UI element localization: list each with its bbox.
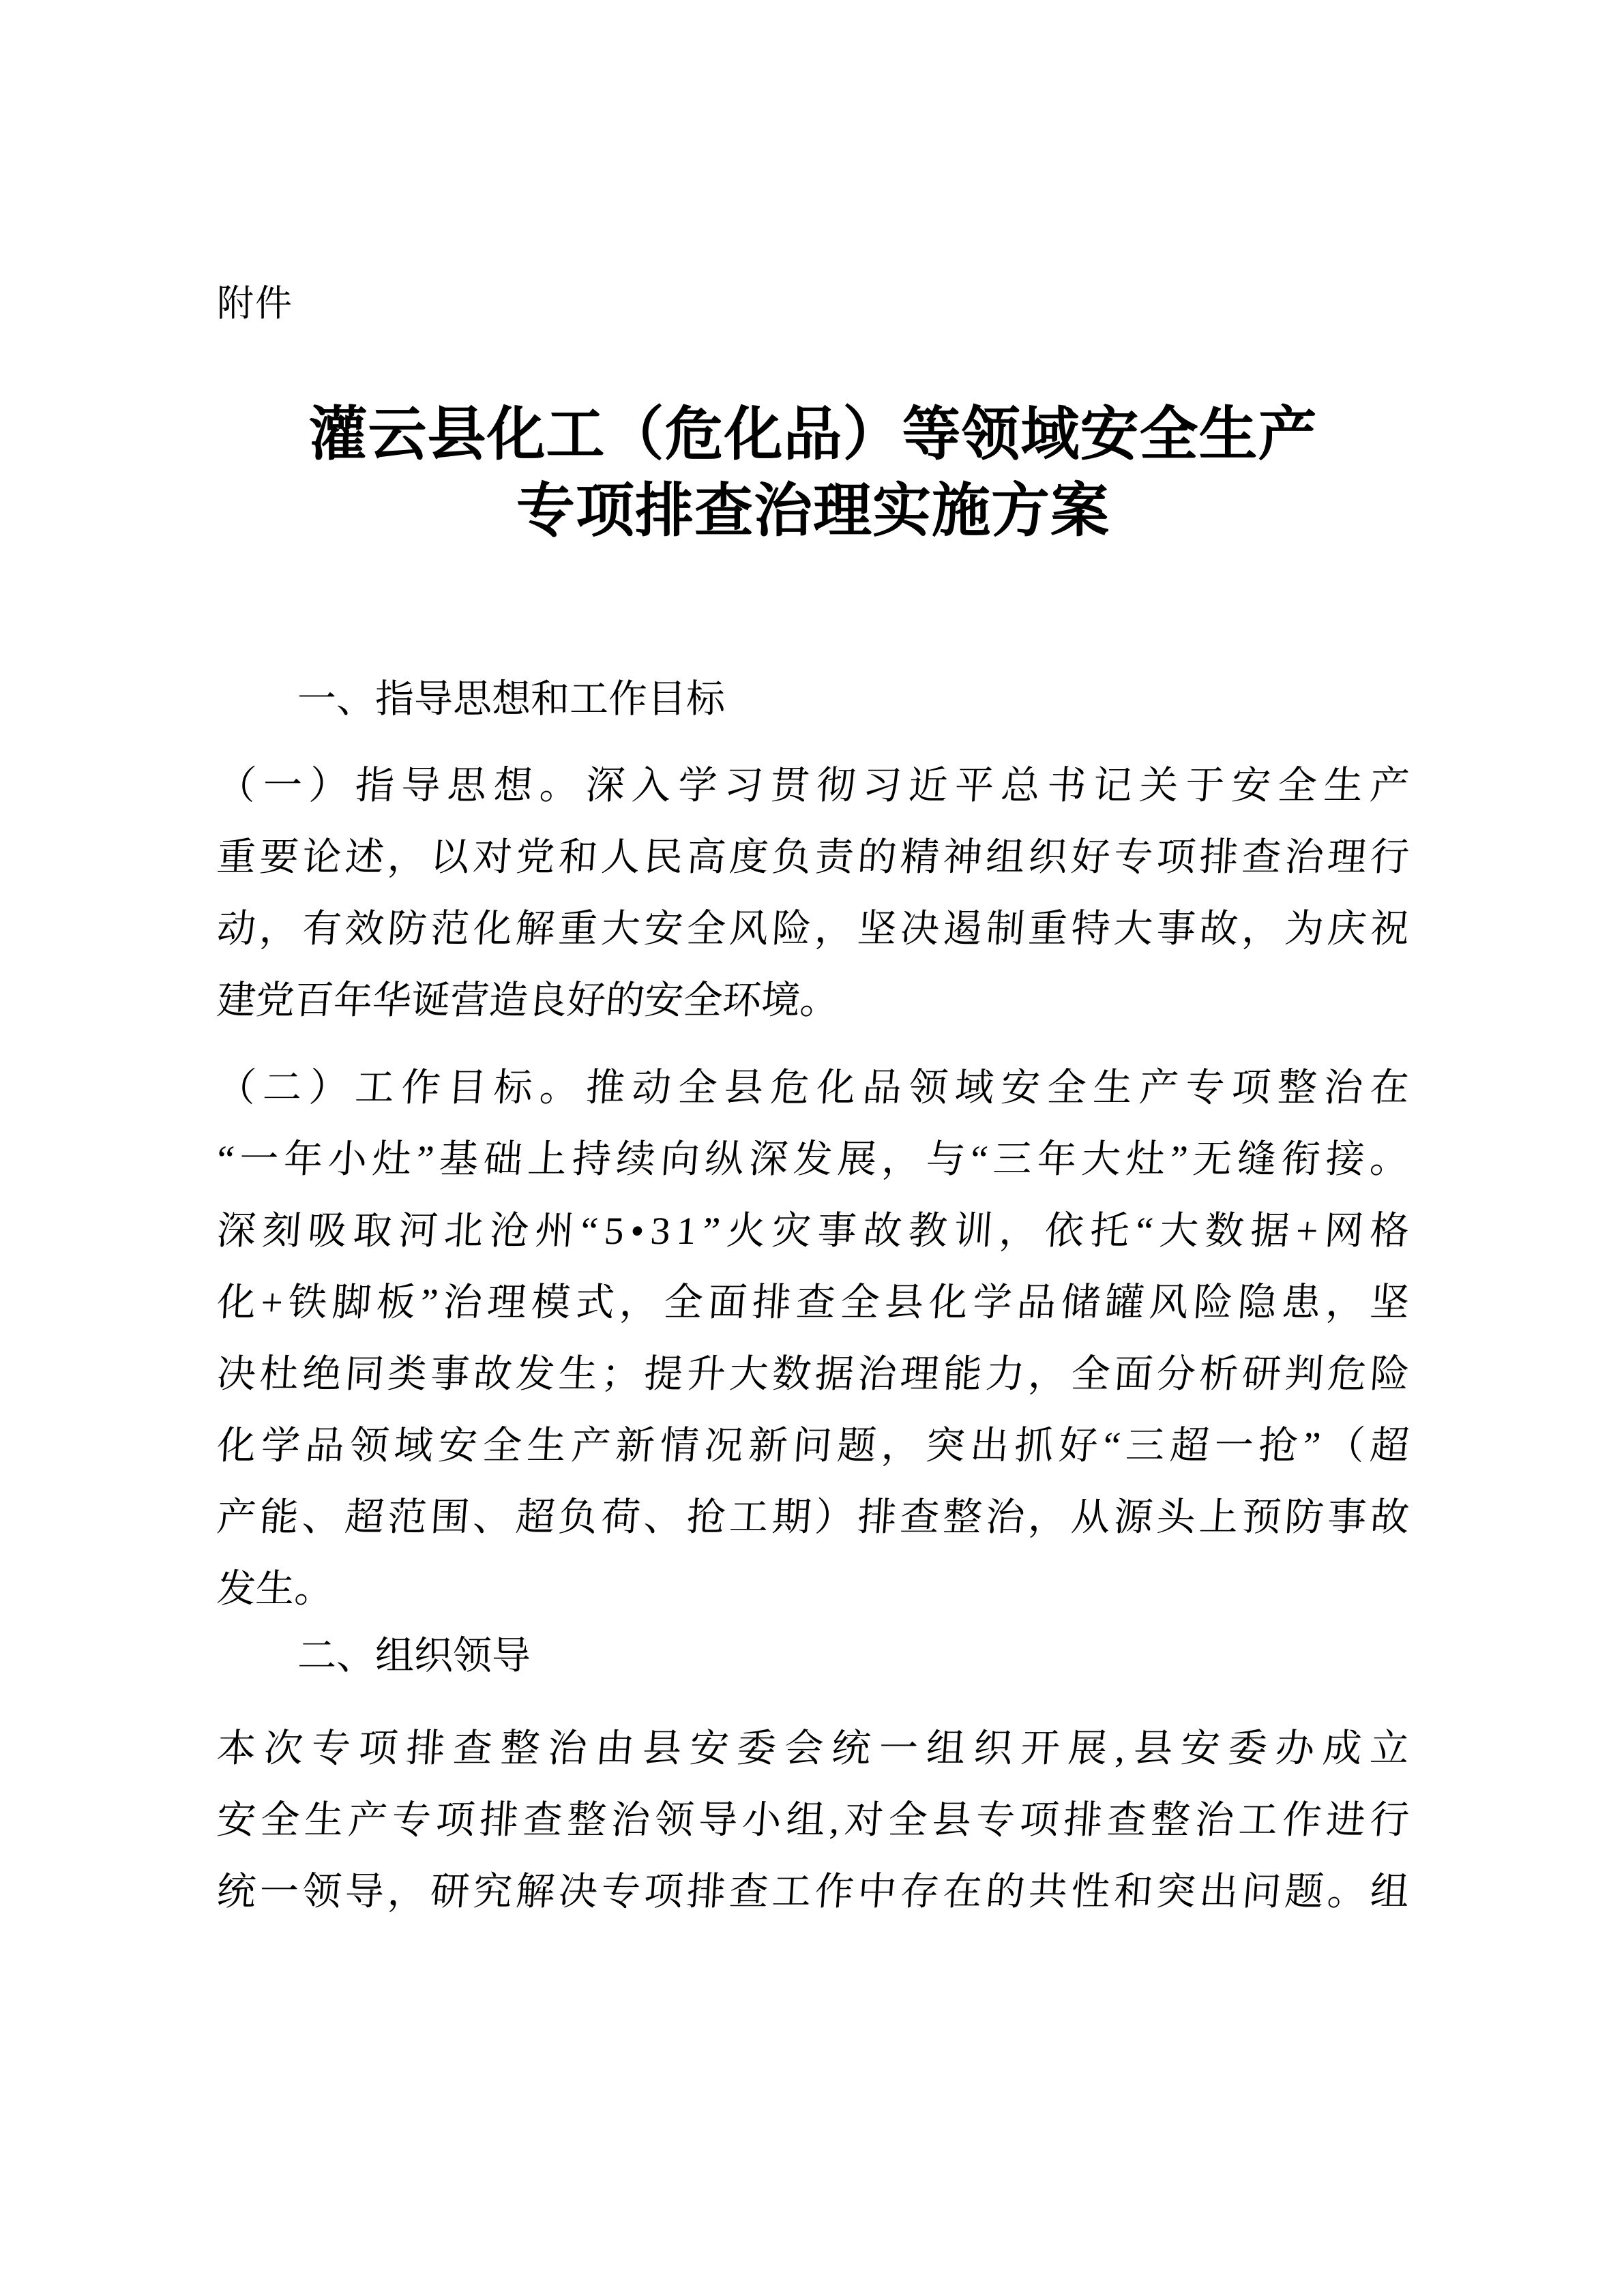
paragraph-line: 统 一 领 导 ， 研 究 解 决 专 项 排 查 工 作 中 存 在 的 共 性 和 突 出 问 题 。 组	[215, 1870, 1411, 1913]
paragraph-line: 化 学 品 领 域 安 全 生 产 新 情 况 新 问 题 ， 突 出 抓 好 “ 三 超 一 抢 ” （ 超	[215, 1425, 1411, 1467]
section-heading-1: 一、指导思想和工作目标	[297, 677, 725, 721]
paragraph-line: 建党百年华诞营造良好的安全环境。	[215, 979, 841, 1022]
section-heading-2: 二、组织领导	[297, 1634, 531, 1678]
paragraph-line: （ 二 ） 工 作 目 标 。 推 动 全 县 危 化 品 领 域 安 全 生 产 专 项 整 治 在	[215, 1067, 1411, 1109]
paragraph-line: “ 一 年 小 灶 ” 基 础 上 持 续 向 纵 深 发 展 ， 与 “ 三 年 大 灶 ” 无 缝 衔 接 。	[215, 1138, 1411, 1181]
paragraph-guiding-ideology	[217, 750, 1409, 1037]
paragraph-line: 决 杜 绝 同 类 事 故 发 生 ； 提 升 大 数 据 治 理 能 力 ， 全 面 分 析 研 判 危 险	[215, 1353, 1411, 1396]
paragraph-line: 重 要 论 述 ， 以 对 党 和 人 民 高 度 负 责 的 精 神 组 织 好 专 项 排 查 治 理 行	[215, 836, 1411, 879]
paragraph-line: 动 ， 有 效 防 范 化 解 重 大 安 全 风 险 ， 坚 决 遏 制 重 特 大 事 故 ， 为 庆 祝	[215, 908, 1411, 951]
paragraph-work-objectives	[217, 1052, 1409, 1625]
paragraph-organizational-leadership	[217, 1713, 1409, 1928]
page-title-line-2: 专项排查治理实施方案	[516, 477, 1110, 543]
attachment-label: 附件	[217, 283, 293, 324]
paragraph-line: 化 + 铁 脚 板 ” 治 理 模 式 ， 全 面 排 查 全 县 化 学 品 储 罐 风 险 隐 患 ， 坚	[215, 1281, 1411, 1324]
paragraph-line: 发生。	[215, 1568, 336, 1611]
page-title-line-1: 灌云县化工（危化品）等领域安全生产	[308, 402, 1318, 467]
paragraph-line: 产 能 、 超 范 围 、 超 负 荷 、 抢 工 期 ） 排 查 整 治 ， 从 源 头 上 预 防 事 故	[215, 1496, 1411, 1539]
paragraph-line: 本 次 专 项 排 查 整 治 由 县 安 委 会 统 一 组 织 开 展 , 县 安 委 办 成 立	[215, 1727, 1411, 1770]
paragraph-line: （ 一 ） 指 导 思 想 。 深 入 学 习 贯 彻 习 近 平 总 书 记 关 于 安 全 生 产	[215, 764, 1411, 807]
page-title	[217, 397, 1409, 550]
paragraph-line: 深 刻 吸 取 河 北 沧 州 “ 5 • 3 1 ” 火 灾 事 故 教 训 ， 依 托 “ 大 数 据 + 网 格	[215, 1210, 1411, 1253]
paragraph-line: 安 全 生 产 专 项 排 查 整 治 领 导 小 组 , 对 全 县 专 项 排 查 整 治 工 作 进 行	[215, 1799, 1411, 1842]
